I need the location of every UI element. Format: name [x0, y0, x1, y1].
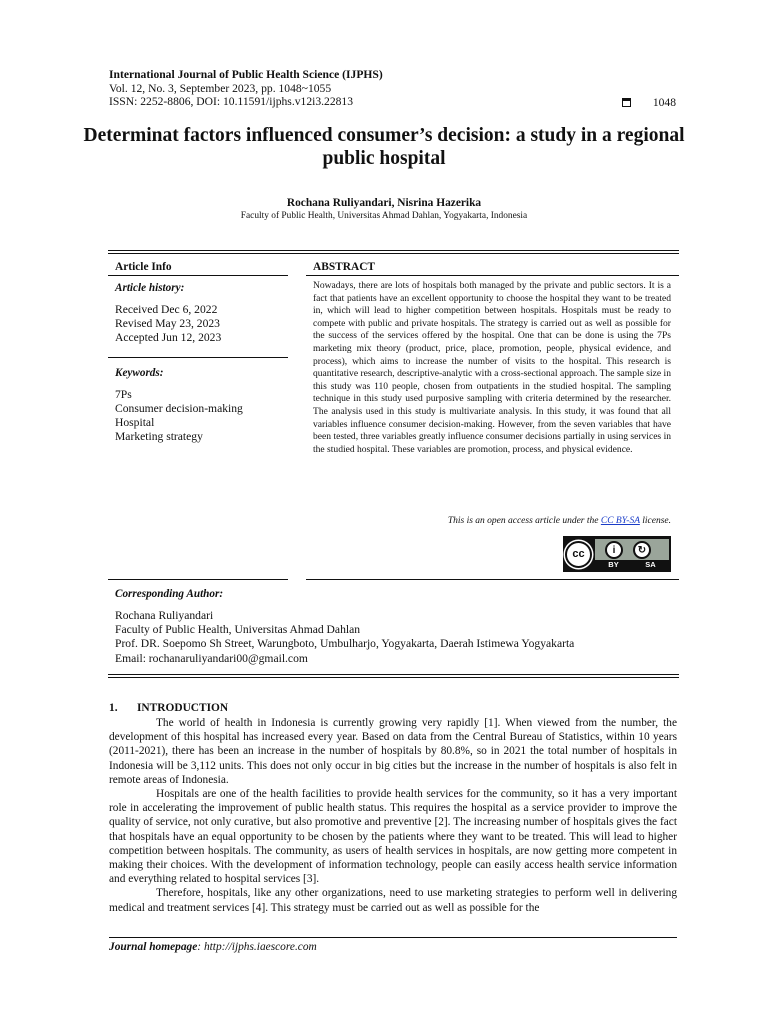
open-access-note [448, 516, 671, 526]
accepted-date: Accepted Jun 12, 2023 [115, 331, 222, 344]
corresponding-name: Rochana Ruliyandari [115, 609, 214, 622]
abstract-text: Nowadays, there are lots of hospitals both managed by the private and public sectors. It is a fact that patients have an excellent opportunity to choose the hospital they want to be treated in, which will lead to higher competition between hospitals. Hospitals must be ready to compete with public and private hospitals. The strategy is carried out as well as possible for the success of the services offered by the hospital. One that can be done is using the 7Ps marketing mix theory (product, price, place, promotion, people, physical evidence, and process), which aims to increase the number of visits to the hospital. This research is quantitative research, descriptive-analytic with a cross-sectional approach. The sample size in this study was 110 people, chosen from outpatients in the studied hospital. The sampling technique in this study used purposive sampling with criteria determined by the researcher. The analysis used in this study is multivariate analysis. In this study, it was found that all variables influence consumer decision-making. However, from the seven variables that have been tested, three variables greatly influence consumer decisions partially in using services in the studied hospital. These variables are promotion, process, and physical evidence. [313, 280, 671, 455]
history-list [115, 303, 221, 345]
corresponding-address: Prof. DR. Soepomo Sh Street, Warungboto, Umbulharjo, Yogyakarta, Daerah Istimewa Yogyakarta [115, 637, 575, 651]
homepage-url[interactable]: : http://ijphs.iaescore.com [197, 941, 317, 953]
page-number-block [622, 96, 676, 109]
keywords-heading: Keywords: [115, 367, 164, 379]
introduction-heading [109, 702, 228, 714]
corresponding-faculty: Faculty of Public Health, Universitas Ahmad Dahlan [115, 623, 361, 637]
authors: Rochana Ruliyandari, Nisrina Hazerika [286, 197, 482, 209]
keywords-list [115, 388, 243, 444]
corresponding-details [115, 609, 574, 666]
affiliation: Faculty of Public Health, Universitas Ahmad Dahlan, Yogyakarta, Indonesia [240, 211, 528, 221]
journal-header [109, 68, 383, 109]
homepage-label: Journal homepage [109, 941, 198, 953]
keyword: Marketing strategy [115, 430, 203, 443]
info-divider [108, 275, 288, 276]
section-title: INTRODUCTION [137, 702, 229, 714]
top-divider [108, 250, 679, 254]
abstract-divider [306, 275, 679, 276]
cc-icon: cc [565, 541, 592, 568]
paper-title: Determinat factors influenced consumer’s decision: a study in a regional public hospital [83, 125, 685, 169]
cc-license-badge[interactable] [563, 536, 671, 572]
issn-line: ISSN: 2252-8806, DOI: 10.11591/ijphs.v12i3.22813 [109, 95, 354, 108]
attribution-icon: i [605, 541, 623, 559]
introduction-body [109, 716, 677, 915]
oa-prefix: This is an open access article under the [447, 516, 601, 526]
license-panel [595, 539, 669, 569]
journal-homepage [109, 941, 317, 953]
paragraph: Hospitals are one of the health facilities to provide health services for the community, so it has a very important role in accelerating the improvement of public health status. This requires the hospital as a service provider to improve the quality of service, not only curative, but also promotive and preventive [2]. The increasing number of hospitals gives the fact that hospitals have an equal opportunity to be chosen by the patients where they want to be treated. This will lead to higher competition between hospitals. The community, as users of health services in hospitals, are now getting more competent in making their choices. With the development of information technology, people can easily access health service information and everything related to hospital services [3]. [109, 788, 677, 886]
section-divider [108, 674, 679, 678]
history-divider [108, 357, 288, 358]
received-date: Received Dec 6, 2022 [115, 303, 218, 316]
oa-suffix: license. [639, 516, 671, 526]
license-bar [595, 560, 669, 569]
keyword: Hospital [115, 416, 155, 429]
corresponding-heading: Corresponding Author: [115, 588, 224, 600]
article-info-heading: Article Info [115, 261, 172, 273]
footer-divider [109, 937, 677, 938]
page-number: 1048 [652, 96, 676, 109]
keyword: Consumer decision-making [115, 402, 243, 415]
keyword: 7Ps [115, 388, 132, 401]
abstract-bottom-divider [306, 579, 679, 580]
sa-label: SA [645, 560, 656, 569]
share-alike-icon: ↻ [633, 541, 651, 559]
revised-date: Revised May 23, 2023 [115, 317, 220, 330]
paragraph: Therefore, hospitals, like any other organizations, need to use marketing strategies to perform well in delivering medical and treatment services [4]. This strategy must be carried out as well as possible for the [109, 887, 677, 914]
corresponding-email[interactable]: Email: rochanaruliyandari00@gmail.com [115, 651, 308, 665]
cc-by-sa-link[interactable]: CC BY-SA [600, 516, 640, 526]
volume-line: Vol. 12, No. 3, September 2023, pp. 1048~1055 [109, 81, 332, 95]
paragraph: The world of health in Indonesia is currently growing very rapidly [1]. When viewed from the number, the development of this hospital has increased every year. Based on data from the Central Bureau of Statistics, within 10 years (2011-2021), there has been an increase in the number of hospitals by 80.8%, so in 2021 the total number of hospitals in Indonesia will be 3,112 units. This does not only occur in big cities but the increase in the number of hospitals is also felt in remote areas of Indonesia. [109, 717, 677, 786]
page-icon [622, 98, 631, 107]
journal-name: International Journal of Public Health Science (IJPHS) [109, 68, 383, 81]
section-number: 1. [109, 702, 118, 714]
info-bottom-divider [108, 579, 288, 580]
history-heading: Article history: [115, 282, 185, 294]
abstract-heading: ABSTRACT [313, 261, 376, 273]
by-label: BY [608, 560, 619, 569]
